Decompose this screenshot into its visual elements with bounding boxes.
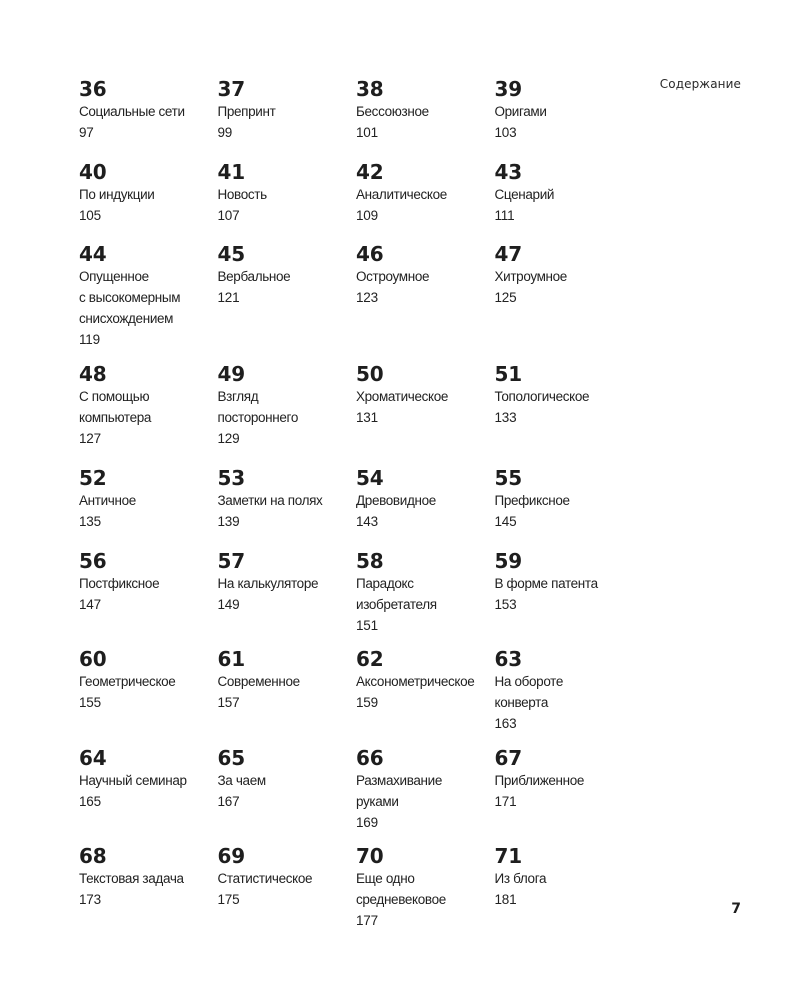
chapter-number: 58 [356, 549, 384, 573]
chapter-number: 36 [79, 77, 107, 101]
chapter-page: 101 [356, 125, 378, 140]
chapter-title: Постфиксное [79, 576, 160, 591]
toc-entry[interactable] [218, 746, 357, 833]
toc-entry[interactable] [218, 549, 357, 636]
toc-entry[interactable] [79, 362, 218, 449]
toc-row [79, 160, 633, 226]
chapter-title: Античное [79, 493, 136, 508]
chapter-title: Аксонометрическое [356, 674, 475, 689]
chapter-number: 51 [494, 362, 522, 386]
toc-entry[interactable] [79, 844, 218, 931]
chapter-title: Статистическое [217, 871, 313, 886]
chapter-page: 145 [494, 514, 517, 529]
chapter-title: Размахивание руками [356, 773, 443, 809]
chapter-page: 119 [79, 332, 100, 347]
chapter-number: 62 [356, 647, 384, 671]
chapter-number: 39 [494, 77, 522, 101]
toc-entry[interactable] [79, 77, 218, 143]
toc-entry[interactable] [356, 746, 495, 833]
chapter-page: 171 [494, 794, 517, 809]
chapter-number: 54 [356, 466, 384, 490]
chapter-title: Хроматическое [356, 389, 449, 404]
toc-row [79, 746, 633, 833]
chapter-number: 50 [356, 362, 384, 386]
chapter-page: 153 [494, 597, 517, 612]
chapter-number: 44 [79, 242, 107, 266]
toc-row [79, 844, 633, 931]
chapter-title: Геометрическое [79, 674, 176, 689]
chapter-number: 42 [356, 160, 384, 184]
chapter-number: 49 [217, 362, 245, 386]
chapter-page: 129 [217, 431, 240, 446]
toc-entry[interactable] [218, 362, 357, 449]
chapter-title: В форме патента [494, 576, 598, 591]
chapter-page: 167 [217, 794, 240, 809]
toc-entry[interactable] [356, 160, 495, 226]
toc-entry[interactable] [356, 362, 495, 449]
chapter-page: 149 [217, 597, 240, 612]
toc-entry[interactable] [218, 466, 357, 532]
chapter-page: 169 [356, 815, 378, 830]
chapter-number: 57 [217, 549, 245, 573]
chapter-number: 40 [79, 160, 107, 184]
chapter-title: Из блога [494, 871, 547, 886]
toc-entry[interactable] [79, 746, 218, 833]
toc-entry[interactable] [79, 160, 218, 226]
chapter-page: 123 [356, 290, 378, 305]
chapter-number: 52 [79, 466, 107, 490]
chapter-title: Оригами [494, 104, 547, 119]
chapter-title: С помощью компьютера [79, 389, 152, 425]
chapter-number: 53 [217, 466, 245, 490]
chapter-number: 48 [79, 362, 107, 386]
chapter-page: 111 [494, 208, 515, 223]
chapter-number: 41 [217, 160, 245, 184]
toc-entry[interactable] [79, 466, 218, 532]
chapter-title: За чаем [217, 773, 266, 788]
chapter-page: 127 [79, 431, 101, 446]
chapter-page: 131 [356, 410, 378, 425]
chapter-title: Аналитическое [356, 187, 447, 202]
toc-entry[interactable] [495, 647, 634, 734]
toc-row [79, 466, 633, 532]
chapter-page: 173 [79, 892, 101, 907]
chapter-page: 157 [217, 695, 240, 710]
toc-entry[interactable] [218, 844, 357, 931]
toc-entry[interactable] [495, 77, 634, 143]
chapter-page: 175 [217, 892, 240, 907]
chapter-title: Новость [217, 187, 267, 202]
chapter-number: 43 [494, 160, 522, 184]
chapter-number: 65 [217, 746, 245, 770]
chapter-title: Научный семинар [79, 773, 187, 788]
chapter-number: 71 [494, 844, 522, 868]
toc-entry[interactable] [356, 242, 495, 350]
chapter-page: 143 [356, 514, 378, 529]
chapter-number: 38 [356, 77, 384, 101]
chapter-number: 64 [79, 746, 107, 770]
chapter-page: 177 [356, 913, 378, 928]
chapter-number: 63 [494, 647, 522, 671]
page-number: 7 [731, 901, 741, 917]
toc-entry[interactable] [356, 844, 495, 931]
chapter-title: Заметки на полях [217, 493, 323, 508]
chapter-title: Социальные сети [79, 104, 185, 119]
toc-entry[interactable] [495, 362, 634, 449]
chapter-page: 109 [356, 208, 378, 223]
chapter-page: 159 [356, 695, 378, 710]
chapter-title: Остроумное [356, 269, 430, 284]
chapter-title: Текстовая задача [79, 871, 184, 886]
toc-entry[interactable] [495, 160, 634, 226]
toc-entry[interactable] [495, 844, 634, 931]
chapter-page: 139 [217, 514, 240, 529]
toc-entry[interactable] [495, 242, 634, 350]
chapter-page: 151 [356, 618, 378, 633]
chapter-number: 60 [79, 647, 107, 671]
toc-entry[interactable] [79, 549, 218, 636]
chapter-number: 47 [494, 242, 522, 266]
chapter-title: Препринт [217, 104, 276, 119]
chapter-title: Современное [217, 674, 300, 689]
toc-row [79, 647, 633, 734]
chapter-page: 99 [217, 125, 233, 140]
chapter-title: На обороте конверта [494, 674, 564, 710]
chapter-number: 56 [79, 549, 107, 573]
toc-entry[interactable] [495, 549, 634, 636]
chapter-page: 165 [79, 794, 101, 809]
toc-entry[interactable] [218, 77, 357, 143]
chapter-page: 121 [217, 290, 240, 305]
chapter-title: Вербальное [217, 269, 291, 284]
chapter-page: 147 [79, 597, 101, 612]
chapter-title: Взгляд постороннего [217, 389, 298, 425]
chapter-title: Хитроумное [494, 269, 567, 284]
chapter-page: 125 [494, 290, 517, 305]
chapter-number: 68 [79, 844, 107, 868]
chapter-title: Топологическое [494, 389, 590, 404]
toc-row [79, 549, 633, 636]
chapter-page: 181 [494, 892, 517, 907]
toc-entry[interactable] [356, 77, 495, 143]
chapter-page: 135 [79, 514, 101, 529]
chapter-title: Древовидное [356, 493, 436, 508]
toc-entry[interactable] [218, 647, 357, 734]
chapter-title: Бессоюзное [356, 104, 429, 119]
chapter-title: На калькуляторе [217, 576, 319, 591]
chapter-number: 66 [356, 746, 384, 770]
toc-entry[interactable] [218, 160, 357, 226]
chapter-number: 59 [494, 549, 522, 573]
toc-row [79, 362, 633, 449]
toc-entry[interactable] [356, 647, 495, 734]
chapter-title: Парадокс изобретателя [356, 576, 437, 612]
toc-entry[interactable] [356, 466, 495, 532]
chapter-page: 107 [217, 208, 240, 223]
section-title: Содержание [659, 77, 741, 91]
toc-entry[interactable] [495, 466, 634, 532]
chapter-title: Приближенное [494, 773, 585, 788]
toc-entry[interactable] [356, 549, 495, 636]
chapter-page: 97 [79, 125, 94, 140]
toc-entry[interactable] [218, 242, 357, 350]
chapter-number: 67 [494, 746, 522, 770]
chapter-page: 103 [494, 125, 517, 140]
chapter-number: 61 [217, 647, 245, 671]
chapter-title: Сценарий [494, 187, 555, 202]
chapter-title: Опущенное с высокомерным снисхождением [79, 269, 181, 326]
toc-row [79, 77, 633, 143]
chapter-page: 105 [79, 208, 101, 223]
toc-entry[interactable] [495, 746, 634, 833]
chapter-title: По индукции [79, 187, 155, 202]
toc-row [79, 242, 633, 350]
chapter-number: 37 [217, 77, 245, 101]
chapter-number: 69 [217, 844, 245, 868]
chapter-page: 133 [494, 410, 517, 425]
chapter-title: Префиксное [494, 493, 570, 508]
toc-entry[interactable] [79, 647, 218, 734]
chapter-title: Еще одно средневековое [356, 871, 446, 907]
chapter-page: 163 [494, 716, 517, 731]
chapter-page: 155 [79, 695, 101, 710]
chapter-number: 46 [356, 242, 384, 266]
toc-entry[interactable] [79, 242, 218, 350]
chapter-number: 45 [217, 242, 245, 266]
chapter-number: 55 [494, 466, 522, 490]
chapter-number: 70 [356, 844, 384, 868]
